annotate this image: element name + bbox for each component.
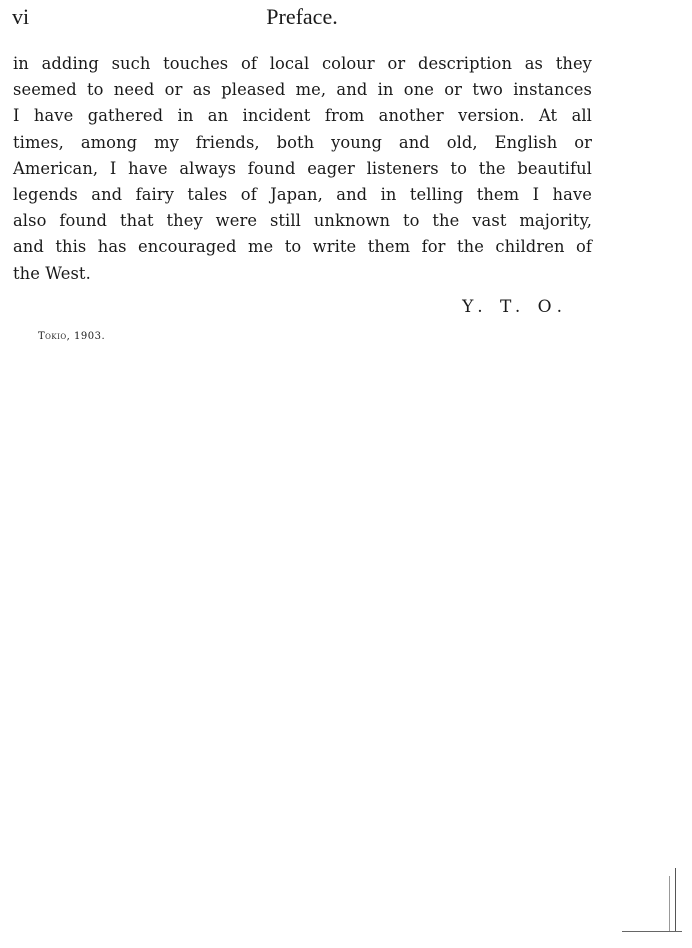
author-signature: Y. T. O. bbox=[462, 297, 568, 317]
text-line: the West. bbox=[13, 263, 91, 283]
scan-edge-line bbox=[669, 876, 670, 932]
text-line: I have gathered in an incident from another version. At all bbox=[13, 106, 592, 126]
scan-edge-marks bbox=[622, 868, 682, 932]
text-line: also found that they were still unknown to the vast majority, bbox=[13, 211, 592, 231]
scan-edge-line bbox=[675, 868, 676, 932]
running-head bbox=[12, 4, 592, 34]
preface-paragraph bbox=[13, 51, 592, 287]
scan-edge-line bbox=[622, 931, 682, 932]
place-date: Tokio, 1903. bbox=[38, 331, 106, 342]
text-line: in adding such touches of local colour or description as they bbox=[13, 54, 592, 73]
text-line: times, among my friends, both young and old, English or bbox=[13, 132, 592, 152]
page-number: vi bbox=[12, 4, 30, 29]
text-line: seemed to need or as pleased me, and in one or two instances bbox=[13, 80, 592, 100]
running-title: Preface. bbox=[266, 4, 338, 29]
text-line: American, I have always found eager listeners to the beautiful bbox=[13, 158, 592, 178]
text-line: legends and fairy tales of Japan, and in telling them I have bbox=[13, 184, 592, 204]
text-line: and this has encouraged me to write them for the children of bbox=[13, 237, 592, 257]
